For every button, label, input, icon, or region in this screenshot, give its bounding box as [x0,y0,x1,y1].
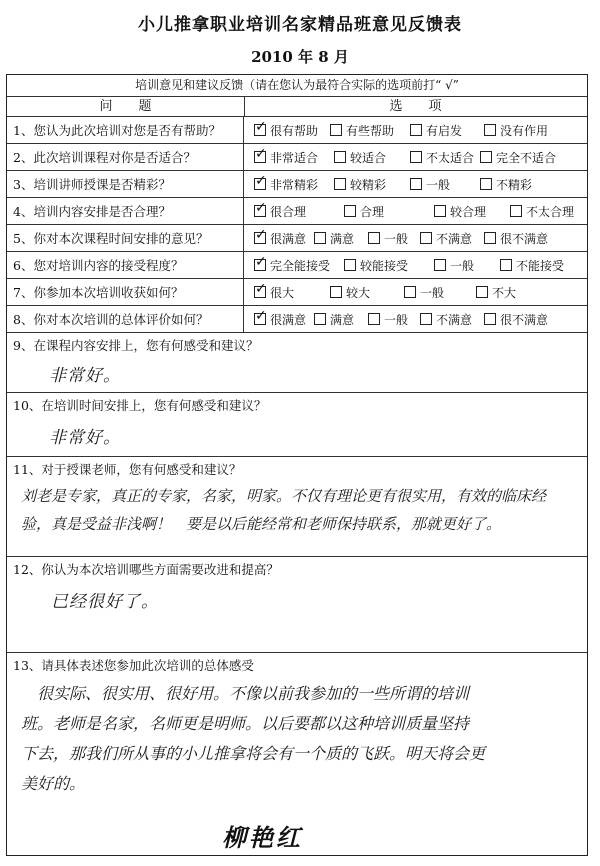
option-label: 较能接受 [360,258,409,273]
form-title: 小儿推拿职业培训名家精品班意见反馈表 [138,15,462,35]
question-row [7,144,587,171]
option[interactable] [510,198,574,224]
option[interactable] [410,144,474,170]
checkbox-checked[interactable] [254,313,266,325]
checkbox[interactable] [410,178,422,190]
signature: 柳艳红 [222,823,303,852]
option[interactable] [334,171,386,197]
question-row [7,171,587,198]
option-group [244,252,587,278]
option-label: 有些帮助 [346,123,395,138]
option[interactable] [368,225,408,251]
question-text: 4、培训内容安排是否合理？ [7,198,244,224]
option-label: 很大 [270,285,295,300]
option-label: 很满意 [270,312,307,327]
checkbox[interactable] [510,205,522,217]
option[interactable] [480,171,532,197]
option-label: 合理 [360,204,385,219]
option[interactable] [404,279,444,305]
option-label: 不大 [492,285,517,300]
checkbox-checked[interactable] [254,178,266,190]
handwritten-answer[interactable]: 刘老是专家，真正的专家，名家，明家。不仅有理论更有很实用，有效的临床经 [21,487,547,505]
option-label: 很合理 [270,204,307,219]
open-question-text: 13、请具体表述您参加此次培训的总体感受 [13,658,254,673]
checkbox[interactable] [334,151,346,163]
option-label: 没有作用 [500,123,549,138]
checkbox[interactable] [480,151,492,163]
question-row [7,279,587,306]
option-label: 满意 [330,231,355,246]
question-text: 6、您对培训内容的接受程度？ [7,252,244,278]
form-date: 2010 年 8 月 [251,48,349,66]
checkbox-checked[interactable] [254,124,266,136]
option[interactable] [254,306,306,332]
handwritten-answer[interactable]: 很实际、很实用、很好用。不像以前我参加的一些所谓的培训 [21,684,470,703]
question-text: 1、您认为此次培训对您是否有帮助？ [7,117,244,143]
checkbox[interactable] [500,259,512,271]
open-question-text: 12、你认为本次培训哪些方面需要改进和提高？ [13,562,279,577]
option[interactable] [254,252,330,278]
option-group [244,144,587,170]
option[interactable] [330,117,394,143]
option-label: 较适合 [350,150,387,165]
question-row [7,252,587,279]
option-label: 一般 [420,285,445,300]
handwritten-answer[interactable]: 下去，那我们所从事的小儿推拿将会有一个质的飞跃。明天将会更 [21,744,486,763]
option[interactable] [254,279,294,305]
option[interactable] [434,252,474,278]
checkbox-checked[interactable] [254,151,266,163]
feedback-form [6,74,588,856]
checkbox[interactable] [484,232,496,244]
option[interactable] [330,279,370,305]
open-question-text: 11、对于授课老师，您有何感受和建议？ [13,462,242,477]
open-question-text: 10、在培训时间安排上，您有何感受和建议？ [13,398,267,413]
header-note: 培训意见和建议反馈（请在您认为最符合实际的选项前打“ √” [135,78,459,92]
checkbox[interactable] [344,259,356,271]
handwritten-answer[interactable]: 验，真是受益非浅啊！ 要是以后能经常和老师保持联系，那就更好了。 [21,515,502,533]
checkbox[interactable] [330,286,342,298]
checkbox[interactable] [314,313,326,325]
option[interactable] [254,198,306,224]
option-label: 较精彩 [350,177,387,192]
option[interactable] [484,117,548,143]
checkbox[interactable] [410,151,422,163]
option-label: 满意 [330,312,355,327]
question-text: 5、你对本次课程时间安排的意见？ [7,225,244,251]
option[interactable] [476,279,516,305]
handwritten-answer[interactable]: 非常好。 [49,428,121,448]
open-question-row [7,393,587,457]
option-label: 完全能接受 [270,258,331,273]
checkbox[interactable] [368,313,380,325]
option-label: 完全不适合 [496,150,557,165]
option-label: 非常适合 [270,150,319,165]
checkbox[interactable] [404,286,416,298]
option[interactable] [500,252,564,278]
option[interactable] [410,117,462,143]
option[interactable] [480,144,556,170]
handwritten-answer[interactable]: 已经很好了。 [51,592,159,612]
option-label: 不满意 [436,312,473,327]
checkbox[interactable] [480,178,492,190]
option-label: 有启发 [426,123,463,138]
checkbox-checked[interactable] [254,286,266,298]
option[interactable] [334,144,386,170]
option[interactable] [314,306,354,332]
checkbox[interactable] [434,259,446,271]
checkbox[interactable] [484,124,496,136]
checkbox[interactable] [314,232,326,244]
option[interactable] [254,117,318,143]
open-question-row [7,457,587,557]
checkbox-checked[interactable] [254,259,266,271]
question-text: 3、培训讲师授课是否精彩？ [7,171,244,197]
question-row [7,225,587,252]
option-label: 一般 [384,312,409,327]
question-row [7,117,587,144]
checkbox[interactable] [420,232,432,244]
option-label: 不满意 [436,231,473,246]
open-question-text: 9、在课程内容安排上，您有何感受和建议？ [13,338,259,353]
open-question-row [7,333,587,393]
question-text: 7、你参加本次培训收获如何？ [7,279,244,305]
option-label: 很不满意 [500,231,549,246]
options-column-header: 选 项 [389,99,442,114]
checkbox[interactable] [434,205,446,217]
option[interactable] [254,144,318,170]
checkbox[interactable] [420,313,432,325]
option-group [244,225,587,251]
checkbox[interactable] [410,124,422,136]
checkbox[interactable] [476,286,488,298]
option-group [244,117,587,143]
option-label: 较合理 [450,204,487,219]
option[interactable] [254,171,318,197]
option-label: 一般 [450,258,475,273]
option-label: 一般 [384,231,409,246]
option[interactable] [344,198,384,224]
option[interactable] [344,252,408,278]
checkbox[interactable] [368,232,380,244]
open-question-row [7,557,587,653]
checkbox[interactable] [334,178,346,190]
handwritten-answer[interactable]: 美好的。 [21,774,86,793]
option[interactable] [368,306,408,332]
option-label: 很满意 [270,231,307,246]
checkbox-checked[interactable] [254,232,266,244]
handwritten-answer[interactable]: 班。老师是名家，名师更是明师。以后要都以这种培训质量坚持 [21,714,470,733]
option-label: 较大 [346,285,371,300]
option-label: 不能接受 [516,258,565,273]
option-group [244,171,587,197]
option[interactable] [410,171,450,197]
option[interactable] [484,225,548,251]
handwritten-answer[interactable]: 非常好。 [49,366,121,386]
column-header-row [7,97,587,117]
header-note-row [7,75,587,97]
option-label: 很不满意 [500,312,549,327]
checkbox-checked[interactable] [254,205,266,217]
checkbox[interactable] [330,124,342,136]
option[interactable] [434,198,486,224]
option-label: 不太适合 [426,150,475,165]
option-label: 一般 [426,177,451,192]
question-row [7,198,587,225]
question-column-header: 问 题 [7,97,245,116]
option-label: 很有帮助 [270,123,319,138]
option[interactable] [420,225,472,251]
option-group [244,198,587,224]
checkbox[interactable] [484,313,496,325]
option-group [244,306,587,332]
option-label: 非常精彩 [270,177,319,192]
option[interactable] [254,225,306,251]
option-group [244,279,587,305]
question-row [7,306,587,333]
option[interactable] [420,306,472,332]
option[interactable] [314,225,354,251]
question-text: 8、你对本次培训的总体评价如何？ [7,306,244,332]
option-label: 不太合理 [526,204,575,219]
question-text: 2、此次培训课程对你是否适合？ [7,144,244,170]
option-label: 不精彩 [496,177,533,192]
checkbox[interactable] [344,205,356,217]
option[interactable] [484,306,548,332]
